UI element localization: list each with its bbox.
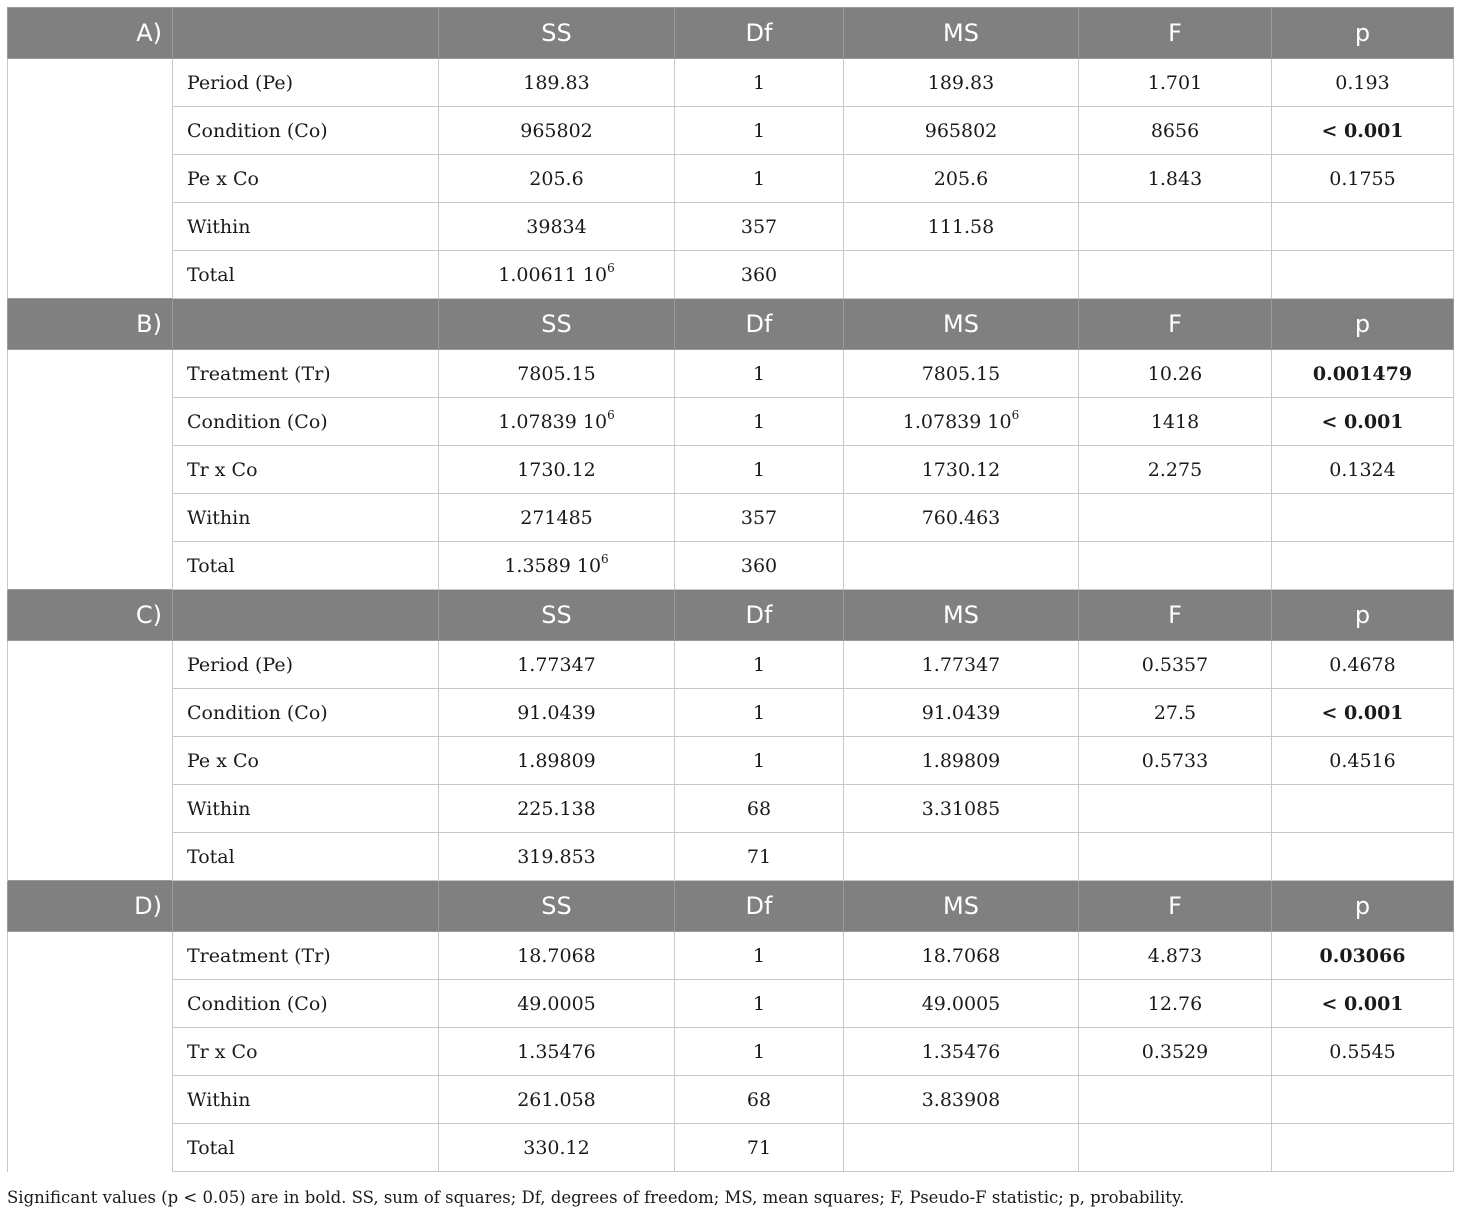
p-cell — [1272, 689, 1454, 737]
df-cell — [675, 350, 844, 398]
table-row — [8, 155, 1454, 203]
source-cell: Within — [173, 494, 439, 542]
ss-cell — [439, 251, 675, 299]
table-row — [8, 494, 1454, 542]
table-row — [8, 542, 1454, 590]
df-value: 360 — [740, 263, 778, 286]
source-cell: Total — [173, 833, 439, 881]
f-cell — [1079, 155, 1272, 203]
source-cell: Condition (Co) — [173, 980, 439, 1028]
f-value: 1.843 — [1147, 167, 1203, 190]
ms-value: 965802 — [924, 119, 998, 142]
ss-exponent: 6 — [607, 260, 615, 275]
p-cell — [1272, 980, 1454, 1028]
df-cell — [675, 1076, 844, 1124]
ms-cell — [844, 398, 1079, 446]
df-value: 1 — [752, 458, 766, 481]
f-value: 27.5 — [1153, 701, 1197, 724]
ss-value: 225.138 — [517, 797, 596, 820]
ms-value: 1730.12 — [921, 458, 1001, 481]
df-value: 1 — [752, 362, 766, 385]
p-value: 0.1324 — [1329, 458, 1396, 481]
df-cell — [675, 494, 844, 542]
ms-cell — [844, 446, 1079, 494]
section-header-row — [8, 881, 1454, 932]
df-value: 1 — [752, 701, 766, 724]
ss-value: 91.0439 — [517, 701, 596, 724]
column-header-df: Df — [675, 8, 844, 59]
ms-cell — [844, 59, 1079, 107]
source-cell: Within — [173, 1076, 439, 1124]
ms-value: 189.83 — [927, 71, 995, 94]
ss-cell — [439, 107, 675, 155]
df-cell — [675, 689, 844, 737]
f-value: 0.5357 — [1141, 653, 1209, 676]
column-header-df: Df — [675, 881, 844, 932]
f-value: 12.76 — [1147, 992, 1203, 1015]
df-value: 1 — [752, 1040, 766, 1063]
section-header-row — [8, 590, 1454, 641]
ss-cell — [439, 1028, 675, 1076]
df-cell — [675, 737, 844, 785]
column-header-ss: SS — [439, 590, 675, 641]
ms-value: 49.0005 — [921, 992, 1001, 1015]
source-cell: Total — [173, 251, 439, 299]
ss-cell — [439, 155, 675, 203]
df-value: 1 — [752, 119, 766, 142]
ms-value: 760.463 — [921, 506, 1001, 529]
ss-value: 261.058 — [517, 1088, 596, 1111]
ms-value: 3.31085 — [921, 797, 1001, 820]
section-gutter — [8, 932, 173, 1172]
df-value: 1 — [752, 71, 766, 94]
ss-cell — [439, 1076, 675, 1124]
table-row — [8, 641, 1454, 689]
ss-cell — [439, 932, 675, 980]
table-row — [8, 59, 1454, 107]
p-cell — [1272, 155, 1454, 203]
df-value: 360 — [740, 554, 778, 577]
ms-cell — [844, 980, 1079, 1028]
f-value: 4.873 — [1147, 944, 1203, 967]
ss-value: 271485 — [520, 506, 593, 529]
source-cell: Tr x Co — [173, 446, 439, 494]
f-cell — [1079, 1124, 1272, 1172]
df-cell — [675, 107, 844, 155]
f-cell — [1079, 107, 1272, 155]
f-cell — [1079, 980, 1272, 1028]
p-cell — [1272, 932, 1454, 980]
ms-cell — [844, 155, 1079, 203]
source-cell: Pe x Co — [173, 737, 439, 785]
p-value: 0.193 — [1335, 71, 1390, 94]
ms-exponent: 6 — [1011, 407, 1020, 422]
source-cell: Period (Pe) — [173, 641, 439, 689]
table-row — [8, 737, 1454, 785]
ss-value: 1730.12 — [517, 458, 596, 481]
section-gutter — [8, 641, 173, 881]
column-header-ss: SS — [439, 299, 675, 350]
column-header-ss: SS — [439, 881, 675, 932]
ms-cell — [844, 785, 1079, 833]
column-header-df: Df — [675, 590, 844, 641]
f-cell — [1079, 398, 1272, 446]
f-cell — [1079, 59, 1272, 107]
ms-cell — [844, 107, 1079, 155]
ms-value: 3.83908 — [921, 1088, 1001, 1111]
ss-value: 7805.15 — [517, 362, 596, 385]
ss-cell — [439, 980, 675, 1028]
ms-cell — [844, 494, 1079, 542]
df-value: 1 — [752, 410, 766, 433]
table-row — [8, 350, 1454, 398]
ms-cell — [844, 542, 1079, 590]
p-cell — [1272, 398, 1454, 446]
anova-table — [7, 7, 1454, 1172]
df-cell — [675, 155, 844, 203]
f-cell — [1079, 689, 1272, 737]
table-row — [8, 1124, 1454, 1172]
p-value: 0.5545 — [1329, 1040, 1396, 1063]
f-value: 8656 — [1150, 119, 1200, 142]
column-header-ms: MS — [844, 299, 1079, 350]
source-cell: Condition (Co) — [173, 398, 439, 446]
p-cell — [1272, 1076, 1454, 1124]
table-row — [8, 932, 1454, 980]
table-row — [8, 689, 1454, 737]
df-cell — [675, 1028, 844, 1076]
ms-value: 111.58 — [927, 215, 995, 238]
df-value: 1 — [752, 749, 766, 772]
p-value: 0.4678 — [1329, 653, 1396, 676]
df-value: 68 — [746, 1088, 772, 1111]
f-cell — [1079, 251, 1272, 299]
table-row — [8, 1028, 1454, 1076]
column-header-ms: MS — [844, 590, 1079, 641]
table-row — [8, 203, 1454, 251]
table-row — [8, 785, 1454, 833]
ss-cell — [439, 398, 675, 446]
p-cell — [1272, 251, 1454, 299]
section-label: C) — [8, 590, 173, 641]
df-cell — [675, 980, 844, 1028]
f-cell — [1079, 737, 1272, 785]
p-value: < 0.001 — [1321, 410, 1404, 433]
f-cell — [1079, 203, 1272, 251]
ss-cell — [439, 737, 675, 785]
ms-value: 7805.15 — [921, 362, 1001, 385]
column-header-p: p — [1272, 299, 1454, 350]
p-cell — [1272, 446, 1454, 494]
section-header-row — [8, 299, 1454, 350]
ms-value: 205.6 — [933, 167, 989, 190]
ss-cell — [439, 785, 675, 833]
p-cell — [1272, 785, 1454, 833]
f-cell — [1079, 350, 1272, 398]
ms-cell — [844, 203, 1079, 251]
df-value: 357 — [740, 506, 778, 529]
source-cell: Pe x Co — [173, 155, 439, 203]
p-cell — [1272, 542, 1454, 590]
column-header-ms: MS — [844, 881, 1079, 932]
ss-cell — [439, 689, 675, 737]
source-cell: Tr x Co — [173, 1028, 439, 1076]
column-header-ss: SS — [439, 8, 675, 59]
section-label: D) — [8, 881, 173, 932]
ss-value: 330.12 — [523, 1136, 590, 1159]
df-value: 357 — [740, 215, 778, 238]
df-cell — [675, 1124, 844, 1172]
source-cell: Condition (Co) — [173, 689, 439, 737]
df-value: 1 — [752, 992, 766, 1015]
table-row — [8, 107, 1454, 155]
p-cell — [1272, 203, 1454, 251]
column-header-df: Df — [675, 299, 844, 350]
ss-value: 49.0005 — [517, 992, 596, 1015]
f-cell — [1079, 1076, 1272, 1124]
section-label: A) — [8, 8, 173, 59]
ss-value: 18.7068 — [517, 944, 596, 967]
table-footnote: Significant values (p < 0.05) are in bold. SS, sum of squares; Df, degrees of freedom; MS, mean squares; F, Pseudo-F statistic; p, probability. — [7, 1188, 1185, 1207]
header-empty-cell — [173, 299, 439, 350]
ms-value: 1.35476 — [921, 1040, 1001, 1063]
header-empty-cell — [173, 590, 439, 641]
ss-value: 319.853 — [517, 845, 596, 868]
ss-cell — [439, 494, 675, 542]
p-value: 0.03066 — [1319, 944, 1406, 967]
ms-cell — [844, 737, 1079, 785]
p-value: < 0.001 — [1321, 119, 1404, 142]
df-value: 68 — [746, 797, 772, 820]
p-cell — [1272, 494, 1454, 542]
f-value: 10.26 — [1147, 362, 1203, 385]
ss-value: 189.83 — [523, 71, 590, 94]
df-value: 1 — [752, 944, 766, 967]
f-cell — [1079, 494, 1272, 542]
column-header-p: p — [1272, 8, 1454, 59]
df-cell — [675, 398, 844, 446]
ss-exponent: 6 — [601, 551, 609, 566]
ms-cell — [844, 251, 1079, 299]
ms-value: 1.77347 — [921, 653, 1001, 676]
source-cell: Period (Pe) — [173, 59, 439, 107]
df-value: 1 — [752, 653, 766, 676]
df-value: 71 — [746, 1136, 772, 1159]
p-cell — [1272, 737, 1454, 785]
header-empty-cell — [173, 8, 439, 59]
source-cell: Within — [173, 203, 439, 251]
p-value: 0.001479 — [1312, 362, 1413, 385]
p-value: 0.1755 — [1329, 167, 1396, 190]
source-cell: Treatment (Tr) — [173, 350, 439, 398]
ss-value: 965802 — [520, 119, 593, 142]
f-cell — [1079, 932, 1272, 980]
ss-value: 39834 — [526, 215, 587, 238]
df-cell — [675, 446, 844, 494]
source-cell: Total — [173, 542, 439, 590]
p-value: 0.4516 — [1329, 749, 1396, 772]
table-row — [8, 980, 1454, 1028]
column-header-f: F — [1079, 881, 1272, 932]
ms-cell — [844, 350, 1079, 398]
source-cell: Treatment (Tr) — [173, 932, 439, 980]
p-cell — [1272, 1028, 1454, 1076]
ss-cell — [439, 542, 675, 590]
column-header-ms: MS — [844, 8, 1079, 59]
ms-cell — [844, 1124, 1079, 1172]
ms-value: 18.7068 — [921, 944, 1001, 967]
ss-cell — [439, 446, 675, 494]
p-cell — [1272, 107, 1454, 155]
ss-value: 1.3589 10 — [504, 554, 602, 577]
f-cell — [1079, 785, 1272, 833]
ms-cell — [844, 641, 1079, 689]
df-cell — [675, 932, 844, 980]
df-cell — [675, 542, 844, 590]
table-row — [8, 446, 1454, 494]
ms-value: 91.0439 — [921, 701, 1001, 724]
ms-cell — [844, 689, 1079, 737]
df-value: 71 — [746, 845, 772, 868]
df-cell — [675, 641, 844, 689]
p-cell — [1272, 833, 1454, 881]
table-row — [8, 398, 1454, 446]
section-gutter — [8, 59, 173, 299]
table-row — [8, 1076, 1454, 1124]
ss-value: 1.35476 — [517, 1040, 596, 1063]
f-value: 0.5733 — [1141, 749, 1209, 772]
table-row — [8, 833, 1454, 881]
f-cell — [1079, 833, 1272, 881]
f-cell — [1079, 446, 1272, 494]
source-cell: Within — [173, 785, 439, 833]
ss-cell — [439, 59, 675, 107]
ms-cell — [844, 932, 1079, 980]
f-cell — [1079, 1028, 1272, 1076]
ss-cell — [439, 1124, 675, 1172]
ss-cell — [439, 833, 675, 881]
source-cell: Total — [173, 1124, 439, 1172]
ms-value: 1.07839 10 — [902, 410, 1012, 433]
p-cell — [1272, 641, 1454, 689]
ss-value: 1.00611 10 — [498, 263, 608, 286]
ms-cell — [844, 1028, 1079, 1076]
column-header-f: F — [1079, 8, 1272, 59]
ss-value: 1.77347 — [517, 653, 596, 676]
ms-cell — [844, 833, 1079, 881]
p-value: < 0.001 — [1321, 992, 1404, 1015]
ms-cell — [844, 1076, 1079, 1124]
p-cell — [1272, 59, 1454, 107]
f-cell — [1079, 542, 1272, 590]
ms-value: 1.89809 — [921, 749, 1001, 772]
ss-value: 1.07839 10 — [498, 410, 608, 433]
section-label: B) — [8, 299, 173, 350]
f-cell — [1079, 641, 1272, 689]
ss-value: 1.89809 — [517, 749, 596, 772]
f-value: 1418 — [1150, 410, 1200, 433]
df-cell — [675, 785, 844, 833]
p-cell — [1272, 350, 1454, 398]
ss-value: 205.6 — [529, 167, 584, 190]
column-header-f: F — [1079, 299, 1272, 350]
f-value: 1.701 — [1147, 71, 1203, 94]
table-row — [8, 251, 1454, 299]
df-cell — [675, 203, 844, 251]
ss-cell — [439, 350, 675, 398]
column-header-f: F — [1079, 590, 1272, 641]
ss-cell — [439, 203, 675, 251]
ss-cell — [439, 641, 675, 689]
ss-exponent: 6 — [607, 407, 615, 422]
df-cell — [675, 251, 844, 299]
p-value: < 0.001 — [1321, 701, 1404, 724]
column-header-p: p — [1272, 881, 1454, 932]
header-empty-cell — [173, 881, 439, 932]
df-cell — [675, 59, 844, 107]
f-value: 2.275 — [1147, 458, 1203, 481]
df-value: 1 — [752, 167, 766, 190]
df-cell — [675, 833, 844, 881]
section-header-row — [8, 8, 1454, 59]
section-gutter — [8, 350, 173, 590]
column-header-p: p — [1272, 590, 1454, 641]
source-cell: Condition (Co) — [173, 107, 439, 155]
p-cell — [1272, 1124, 1454, 1172]
f-value: 0.3529 — [1141, 1040, 1209, 1063]
